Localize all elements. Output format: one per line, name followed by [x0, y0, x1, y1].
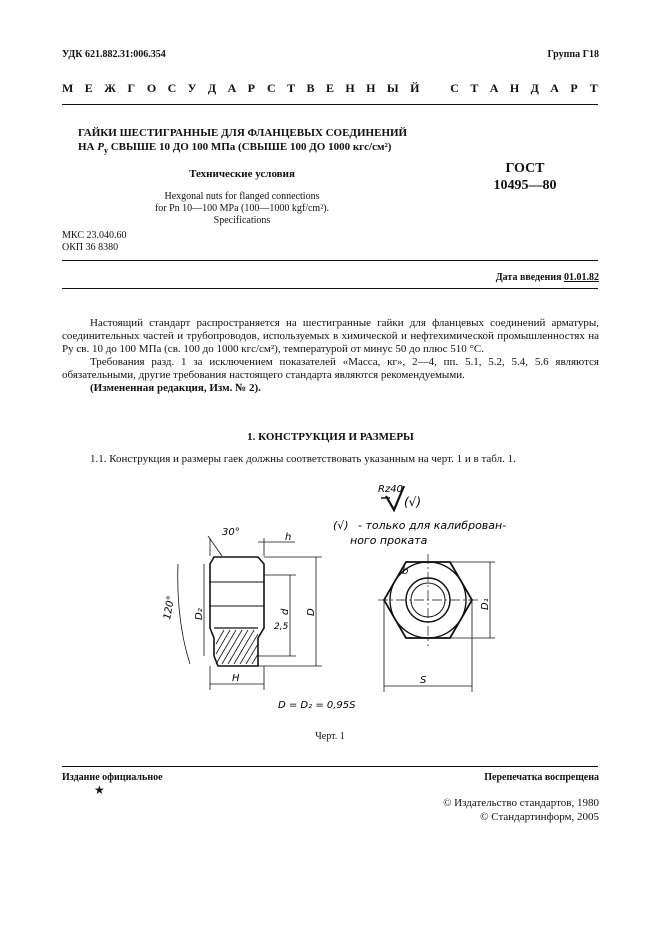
reprint-prohibited: Перепечатка воспрещена	[484, 772, 599, 783]
banner-letter: У	[187, 81, 197, 95]
banner-letter: О	[146, 81, 157, 95]
copyright: © Издательство стандартов, 1980 © Стандартинформ, 2005	[443, 797, 599, 823]
note-symbol: (√)	[333, 519, 349, 532]
footer-rule	[62, 766, 598, 767]
body-text	[62, 317, 599, 395]
interstate-standard-banner	[62, 81, 598, 96]
dimension-formula: D = D₂ = 0,95S	[278, 700, 356, 711]
banner-letter: Е	[325, 81, 334, 95]
paragraph-amendment: (Измененная редакция, Изм. № 2).	[90, 382, 261, 394]
banner-letter: Ы	[386, 81, 399, 95]
banner-letter: М	[62, 81, 74, 95]
dim-D1-label: D₁	[480, 598, 491, 610]
banner-letter: Д	[207, 81, 217, 95]
banner-letter: Е	[84, 81, 93, 95]
udk-code: УДК 621.882.31:006.354	[62, 49, 166, 60]
figure-caption: Черт. 1	[315, 731, 345, 742]
banner-letter: Н	[509, 81, 520, 95]
radius-label: 2,5	[274, 622, 289, 632]
banner-letter: Г	[127, 81, 136, 95]
official-edition: Издание официальное	[62, 772, 163, 783]
section-heading: 1. КОНСТРУКЦИЯ И РАЗМЕРЫ	[247, 431, 414, 443]
gost-number: ГОСТ 10495—80	[493, 161, 557, 193]
banner-letter: С	[450, 81, 459, 95]
group-code: Группа Г18	[547, 49, 599, 60]
subtitle-en: Hexgonal nuts for flanged connections for Pn 10—100 MPa (100—1000 kgf/cm²). Specifications	[154, 191, 330, 226]
dim-H-label: H	[232, 673, 240, 684]
banner-letter: Т	[589, 81, 598, 95]
paragraph-requirements: Требования разд. 1 за исключением показателей «Масса, кг», 2—4, пп. 5.1, 5.2, 5.4, 5.6 являются обязательными, другие требования настоящего стандарта являются рекомендуемыми.	[62, 356, 599, 381]
banner-letter: С	[167, 81, 177, 95]
title-line-2: НА $P_у$ СВЫШЕ 10 ДО 100 МПа (СВЫШЕ 100 ДО 1000 кгс/см²)	[78, 141, 392, 156]
dim-D-label: D	[306, 608, 317, 616]
note-line-2: ного проката	[350, 534, 428, 547]
paragraph-scope: Настоящий стандарт распространяется на шестигранные гайки для фланцевых соединений арматуры, соединительных частей и трубопроводов, используемых в химической и нефтехимической промышленностях на Pу св. 10 до 100 МПа (св. 100 до 1000 кгс/см²), температурой от минус 50 до плюс 510 °С.	[62, 317, 599, 355]
effective-date: Дата введения 01.01.82	[495, 272, 599, 283]
dim-S-label: S	[420, 675, 427, 686]
banner-letter: Н	[345, 81, 355, 95]
clause-1-1: 1.1. Конструкция и размеры гаек должны соответствовать указанным на черт. 1 и в табл. 1.	[90, 453, 516, 465]
front-view	[378, 554, 480, 646]
classification-codes: МКС 23.040.60 ОКП 36 8380	[62, 230, 127, 253]
header-rule	[62, 104, 598, 105]
banner-letter: Й	[410, 81, 420, 95]
document-title	[78, 126, 478, 158]
star-icon: ★	[94, 783, 105, 797]
banner-letter	[431, 81, 439, 96]
dim-d2-label: D₂	[194, 608, 205, 620]
title-rule	[62, 260, 598, 261]
roughness-paren-symbol: (√)	[404, 495, 422, 509]
banner-letter: Ж	[104, 81, 117, 95]
banner-letter: Р	[570, 81, 578, 95]
banner-letter: Р	[247, 81, 255, 95]
banner-letter: Т	[287, 81, 296, 95]
angle-30-label: 30°	[222, 527, 240, 538]
banner-letter: Т	[470, 81, 479, 95]
title-line-1: ГАЙКИ ШЕСТИГРАННЫЕ ДЛЯ ФЛАНЦЕВЫХ СОЕДИНЕНИЙ	[78, 127, 408, 139]
banner-letter: А	[227, 81, 237, 95]
thread-hatching	[216, 630, 258, 664]
banner-letter: Н	[366, 81, 376, 95]
banner-letter: Д	[530, 81, 539, 95]
dim-d-label: d	[280, 608, 291, 615]
nut-drawing	[150, 470, 530, 720]
dim-b-label: b	[402, 566, 409, 577]
rz-label: Rz40	[378, 484, 403, 495]
dim-h-label: h	[285, 532, 292, 543]
date-rule	[62, 288, 598, 289]
note-line-1: - только для калиброван-	[358, 519, 507, 532]
banner-letter: С	[267, 81, 276, 95]
angle-120-label: 120°	[162, 594, 178, 621]
banner-letter: В	[306, 81, 315, 95]
banner-letter: А	[550, 81, 559, 95]
banner-letter: А	[489, 81, 499, 95]
subtitle-ru: Технические условия	[189, 168, 295, 180]
